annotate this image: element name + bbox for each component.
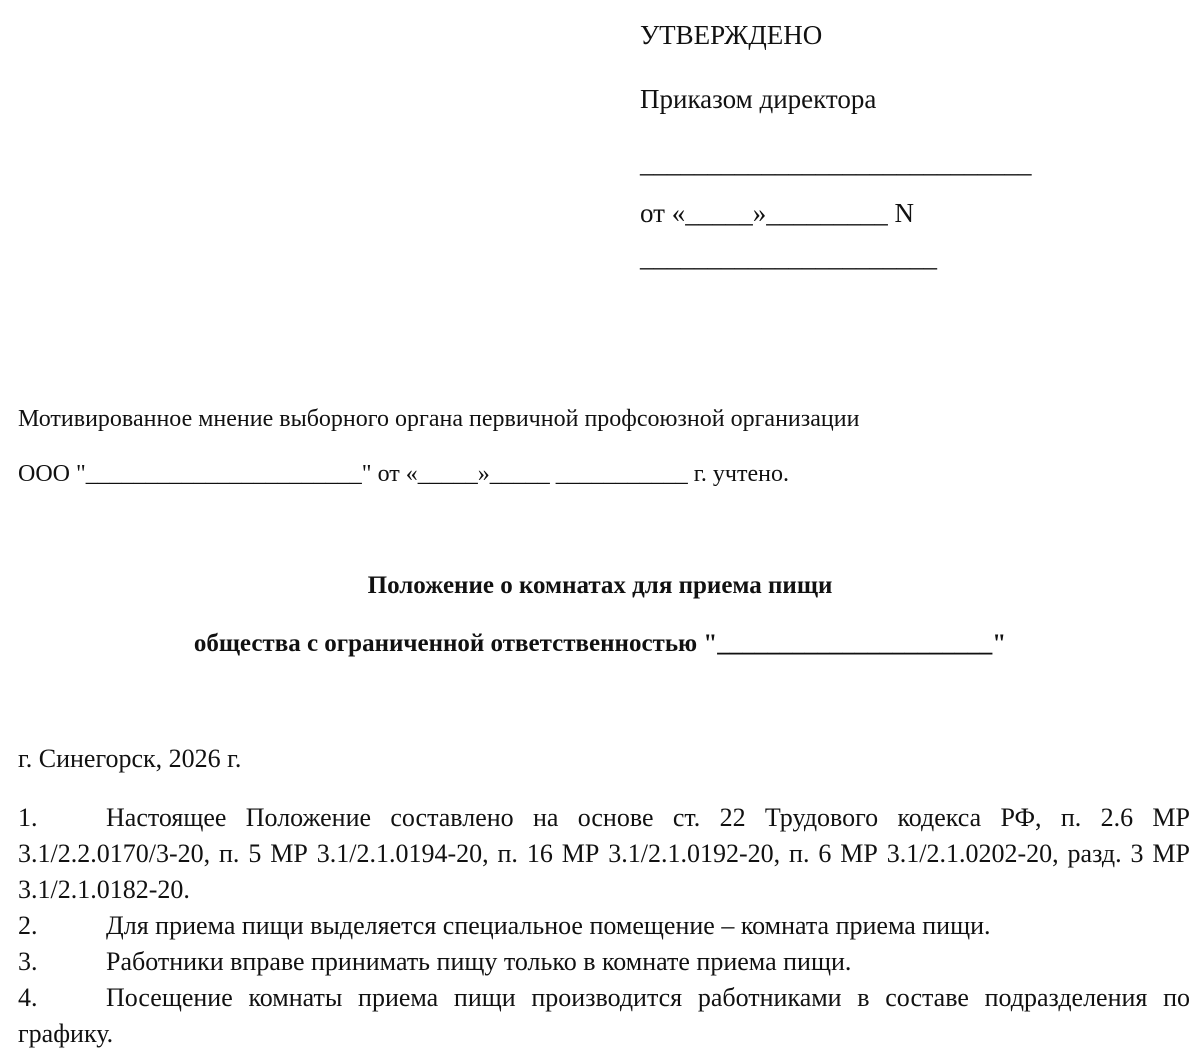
approval-title: УТВЕРЖДЕНО <box>640 20 823 50</box>
item-text: Работники вправе принимать пищу только в комнате приема пищи. <box>106 947 852 976</box>
list-item <box>18 908 1190 944</box>
list-item <box>18 944 1190 980</box>
item-number: 2. <box>18 911 38 940</box>
list-item <box>18 800 1190 908</box>
document-title: Положение о комнатах для приема пищи <box>367 572 833 599</box>
order-date-line: от «_____»_________ N <box>640 198 914 228</box>
motivated-opinion-line-1: Мотивированное мнение выборного органа первичной профсоюзной организации <box>18 406 860 432</box>
item-text: Настоящее Положение составлено на основе ст. 22 Трудового кодекса РФ, п. 2.6 МР 3.1/2.2.0170/3-20, п. 5 МР 3.1/2.1.0194-20, п. 16 МР 3.1/2.1.0192-20, п. 6 МР 3.1/2.1.0202-20, разд. 3 МР 3.1/2.1.0182-20. <box>18 803 1190 904</box>
item-number: 3. <box>18 947 38 976</box>
motivated-opinion-line-2: ООО "_______________________" от «_____»_____ ___________ г. учтено. <box>18 461 789 487</box>
item-number: 4. <box>18 983 38 1012</box>
provisions-list <box>18 800 1190 1052</box>
place-date: г. Синегорск, 2026 г. <box>18 744 242 773</box>
order-number-line: ______________________ <box>640 242 937 272</box>
approval-order: Приказом директора <box>640 84 877 114</box>
list-item <box>18 980 1190 1052</box>
item-text: Для приема пищи выделяется специальное помещение – комната приема пищи. <box>106 911 991 940</box>
item-text: Посещение комнаты приема пищи производится работниками в составе подразделения по графику. <box>18 983 1190 1048</box>
signature-line: _____________________________ <box>640 148 1032 178</box>
item-number: 1. <box>18 803 38 832</box>
document-subtitle: общества с ограниченной ответственностью "______________________" <box>193 630 1007 657</box>
